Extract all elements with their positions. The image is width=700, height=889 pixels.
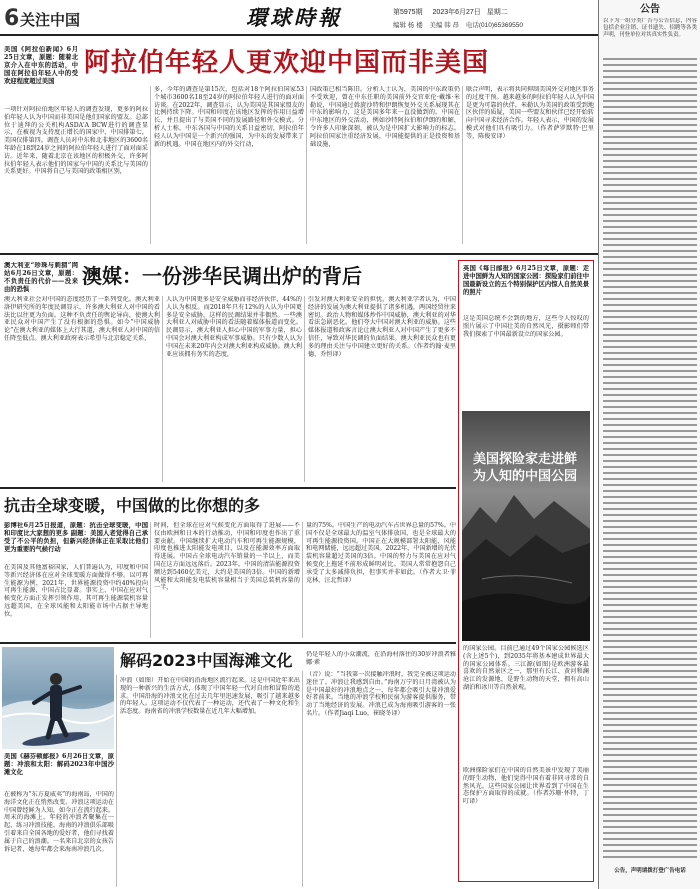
story4-source: 美国《赫芬顿邮报》6月26日文章，原题：冲浪和太阳：解码2023年中国沙滩文化 [4,753,114,776]
story3-col2: 时间，但全球在应对气候变化方面取得了进展——不仅由欧洲和日本的行动推动，中国和印度也作出了重要贡献。中国继续扩大电动汽车和可再生能源规模，印度也推进太阳能发电项目，以及在能源效率方面取得进展。中国占全球电动汽车销量的一半以上，而美国在这方面远远落后。2023年，中国的清洁能源投资额达到5460亿美元，大约是美国的3倍。中国的新增风能和太阳能发电装机容量相当于美国总装机容量的一半， [154,522,300,592]
story3-headline: 抗击全球变暖，中国做的比你想的多 [4,496,261,515]
sidebar-footer: 公告，声明请拨打登广告电话 [614,868,686,874]
story5-photo-caption: 美国探险家走进鲜为人知的中国公园 [473,452,578,484]
sidebar-ads [603,18,697,864]
section-label: 关注中国 [20,11,81,29]
story1-headline: 阿拉伯年轻人更欢迎中国而非美国 [84,48,490,78]
story-australia-poll [0,256,456,484]
story4-headline: 解码2023中国海滩文化 [120,651,293,670]
issue-weekday: 星期二 [486,9,508,16]
story4-col2: 冲浪（如图）开始在中国的沿海地区流行起来。这是中国近年来出现的一种新兴的生活方式，体现了中国年轻一代对自由和冒险的追求。中国沿海的冲浪文化在过去几年里迅速发展，吸引了越来越多的年轻人。这项运动不仅代表了一种运动，还代表了一种文化和生活态度。海南省的冲浪学校数量在近几年大幅增加， [120,677,300,716]
story2-kicker: 澳大利亚“珍珠与刺猬”网站6月26日文章，原题：不负责任的代价——没来由的恐惧 [4,262,78,293]
story-climate [0,490,456,640]
story-national-parks [458,260,594,882]
story1-col4: 联合声明，表示将共同抑制美国外交对地区事务的过度干预。越来越多的阿拉伯年轻人认为中国是更为可靠的伙伴。米勒认为美国的政策受到地区伙伴的质疑，美国一些盟友和伙伴已经开始转向中国寻求经济合作。年轻人表示，中国的发展模式对他们具有吸引力。（作者萨罗默特·巴里等，陈俊安译） [466,86,594,140]
editor-info [393,22,523,30]
phone: 电话(010)65369550 [465,22,523,29]
surfer-photo [2,647,114,749]
issue-info [393,8,508,17]
story4-col1: 在被称为“东方夏威夷”的海南岛，中国的海洋文化正在悄然改变。冲浪这项运动在中国曾经鲜为人知，如今正在流行起来。周末的海滩上，年轻的冲浪者聚集在一起，练习冲浪技能。海南的冲浪俱乐部吸引着来自全国各地的爱好者，他们寻找着属于自己的浪潮。一名来自北京的女孩告诉记者，她每年都会来海南冲浪几次。 [4,791,114,853]
story1-source: 美国《阿拉伯新闻》6月25日文章，原题：随着北京介入在中东的活动，中国在阿拉伯年轻人中的受欢迎程度超过美国 [4,46,78,85]
story5-source: 英国《每日邮报》6月25日文章，原题：走进中国鲜为人知的国家公园：探险家们前往中国最新设立的五个特别保护区内惊人自然美景的照片 [463,265,589,296]
notice-sidebar [598,0,700,889]
park-photo [462,411,590,641]
masthead-rule [0,34,598,36]
designer: 美编 韩 昂 [429,22,460,29]
story2-col1: 澳大利亚社会对中国的态度经历了一系列变化。澳大利亚洛伊研究所的年度民调显示，许多澳大利亚人对中国的看法比以往更为负面。这种不负责任的舆论导向，使澳大利亚民众对中国产生了没有根据的恐惧。如今“中国威胁论”在澳大利亚的媒体上大行其道，澳大利亚人对中国的信任降至低点。澳大利亚政府表示希望与北京稳定关系， [4,296,160,342]
story1-col2: 多，今年的调查是第15次，包括对18个阿拉伯国家53个城市3600名18至24岁的阿拉伯年轻人进行的面对面访谈。在2022年，调查显示，认为美国是其国家盟友的比例持续下降。中国和印度在该地区发挥的作用日益增长，并且提出了与美国不同的发展路径和外交模式。分析人士称，中东各国与中国的关系日益密切，阿拉伯年轻人认为中国是一个新兴的强国，为中东的发展带来了新的机遇。中国在地区内的外交行动， [154,86,304,148]
story4-deck: 仍是年轻人的小众潮流，在沿海村落住的30岁冲浪者雅娜·素 [306,651,456,666]
story1-col3: 国政策已相当陈旧。分析人士认为，美国的中东政策仍不受欢迎，曾在中东任职的美国前外交官亚伦·戴维·米勒说，中国通过斡旋沙特和伊朗恢复外交关系展现其在中东的影响力，这是美国多年来一直没做到的。中国在中东地区的外交活动，例如沙特阿拉伯和伊朗的和解，令许多人印象深刻，被认为是中国扩大影响力的标志。阿拉伯国家注重经济发展，中国能提供的正是投资和基础设施， [310,86,460,148]
story3-col3: 量的75%。中国生产的电动汽车占世界总量的57%。中国不仅是全球最大的温室气体排放国，也是全球最大的可再生能源投资国。中国正在大规模部署太阳能、风能和电网储能，远远超过美国。2022年，中国新增的光伏装机容量超过美国的3倍。中国的努力与美国在应对气候变化上拖延不前形成鲜明对比。美国人常常抱怨自己承受了太多减排负担，但事实并非如此。（作者大卫·菲克林，汪北哲译） [306,522,456,584]
story5-body: 这是美国总统不会到的地方，这些令人惊叹的照片展示了中国壮美的自然风光，摄影师们带我们探索了中国最新设立的国家公园。 [463,315,589,338]
paper-name-logo: 環球時報 [246,5,342,30]
park-landscape-illustration [462,411,590,641]
story3-source: 彭博社6月25日报道，原题：抗击全球变暖，中国和印度比大家想的更多 副题：美国人老觉得自己承受了不公平的负担，但新兴经济体正在采取比他们更为重要的气候行动 [4,522,148,553]
story-beach-culture [0,645,456,889]
page-number: 6 [4,6,20,31]
story4-col3: （音）说：“当我第一次接触冲浪时，我完全被这项运动迷住了。冲浪让我感到自由。”海南万宁的日月湾被认为是中国最好的冲浪地点之一，每年都会吸引大量冲浪爱好者前来。当地的冲浪学校和民宿为游客提供服务，带动了当地经济的发展。冲浪已成为海南吸引游客的一张名片。（作者Jiaqi Luo，崔晓冬译） [306,671,456,717]
masthead [0,0,598,36]
issue-date: 2023年6月27日 [432,9,481,16]
sidebar-title: 公告 [640,4,660,15]
story3-col1: 在美国及其他富裕国家，人们普遍认为，印度和中国等新兴经济体在应对全球变暖方面做得不够。以可再生能源为例，2021年，世界能源投资中约40%投向可再生能源，中国占比显著。事实上，中国在应对气候变化方面正发挥引领作用，其可再生能源装机容量远超美国，在全球风能和太阳能市场中占据主导地位。 [4,564,148,618]
story-arab-youth [0,38,598,248]
story2-col2: 人认为中国更多是安全威胁而非经济伙伴，44%的人认为相反。而2018年只有12%的人认为中国更多是安全威胁。这样的民调结果并非偶然。一些澳大利亚人对威胁中国的看法随着媒体报道而变化。民调显示，澳大利亚人担心中国的军事力量，担心中国会对澳大利亚构成军事威胁。只有少数人认为中国在未来20年内会对澳大利亚构成威胁。澳大利亚应该拥有务实的态度， [166,296,302,358]
story5-col-b: 欧洲探险家们在中国的自然美景中发现了美丽的野生动物，他们觉得中国有着非同寻常的自然风光。这些国家公园让世界看到了中国在生态保护方面取得的成就。（作者苏珊·怀特，丁叮译） [463,767,589,806]
issue-number: 第5975期 [393,9,423,16]
story5-col-a: 的国家公园。目前已通过49个国家公园候选区(含上述5个)，到2035年将基本建成世界最大的国家公园体系。三江源(如图)是欧洲游客最喜欢的自然景区之一，那里有长江、黄河和澜沧江的发源地，是野生动物的天堂，拥有高山湖泊和冰川等自然景观。 [463,645,589,691]
story1-col1: 一项针对阿拉伯地区年轻人的调查发现，更多的阿拉伯年轻人认为中国而非美国是他们国家的盟友。总部位于迪拜的公关机构ASDA'A BCW进行的调查显示，在被视为支持度正增长的国家中，中国排第七，美国仅排第四。调查人员对中东和北非地区的3600名年龄在18到24岁之间的阿拉伯年轻人进行了面对面采访。近年来，随着北京在该地区的积极外交，许多阿拉伯年轻人表示他们的国家与中国的关系比与美国的关系更好。中国将自己与美国的政策相区别， [4,106,148,176]
story2-col3: 引发对澳大利亚安全的担忧。澳大利亚学者认为，中国经济的发展为澳大利亚提供了诸多机遇，两国经贸往来密切。政治人物和媒体炒作中国威胁，澳大利亚的对华看法急剧恶化。他们夸大中国对澳大利亚的威胁。这些媒体报道和政客言论让澳大利亚人对中国产生了更多不信任，导致对华民调的负面结果。澳大利亚民众也有更多的理由关注与中国建立更好的关系。（作者约翰·麦里德，乔恒译） [308,296,456,358]
sidebar-body: 以下为一组分类广告与公告信息，内容包括企业注销、证书遗失、招聘等各类声明，刊登单位对其真实性负责。 [603,18,697,38]
surfer-illustration [2,647,114,749]
story2-headline: 澳媒：一份涉华民调出炉的背后 [82,264,362,288]
editors: 编辑 杨 楼 [393,22,423,29]
